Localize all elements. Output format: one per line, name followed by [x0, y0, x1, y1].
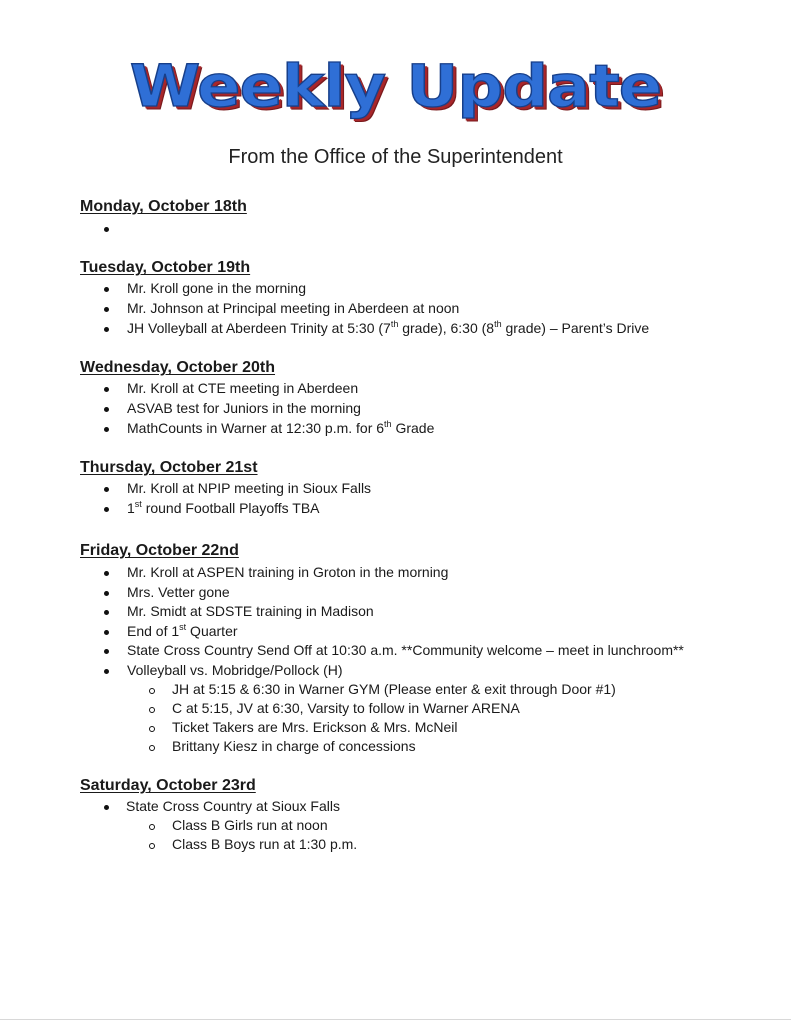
sub-bullet-icon	[149, 726, 155, 732]
list-item: State Cross Country Send Off at 10:30 a.m. **Community welcome – meet in lunchroom**	[127, 642, 684, 658]
bullet-icon	[104, 407, 109, 412]
sub-list-item: JH at 5:15 & 6:30 in Warner GYM (Please enter & exit through Door #1)	[172, 681, 616, 697]
bullet-icon	[104, 487, 109, 492]
sub-bullet-icon	[149, 688, 155, 694]
bullet-icon	[104, 307, 109, 312]
list-item: End of 1st Quarter	[127, 622, 238, 639]
sub-bullet-icon	[149, 843, 155, 849]
bullet-icon	[104, 649, 109, 654]
sub-list-item: Class B Girls run at noon	[172, 817, 328, 833]
sub-list-item: C at 5:15, JV at 6:30, Varsity to follow in Warner ARENA	[172, 700, 520, 716]
sub-list-item: Class B Boys run at 1:30 p.m.	[172, 836, 358, 852]
day-heading-wednesday: Wednesday, October 20th	[80, 359, 276, 376]
list-item: State Cross Country at Sioux Falls	[126, 798, 340, 814]
bullet-icon	[104, 507, 109, 512]
sub-list-item: Brittany Kiesz in charge of concessions	[172, 738, 416, 754]
list-item: Mr. Kroll at NPIP meeting in Sioux Falls	[127, 480, 372, 496]
sub-bullet-icon	[149, 824, 155, 830]
list-item: Mr. Kroll gone in the morning	[127, 280, 306, 296]
day-heading-monday: Monday, October 18th	[80, 198, 247, 215]
bullet-icon	[104, 805, 109, 810]
bullet-icon	[104, 630, 109, 635]
list-item: ASVAB test for Juniors in the morning	[127, 400, 361, 416]
list-item: Mr. Kroll at ASPEN training in Groton in the morning	[127, 564, 449, 580]
bullet-icon	[104, 287, 109, 292]
list-item: Mr. Kroll at CTE meeting in Aberdeen	[127, 380, 359, 396]
day-heading-saturday: Saturday, October 23rd	[80, 777, 256, 794]
bullet-icon	[104, 327, 109, 332]
day-heading-thursday: Thursday, October 21st	[80, 459, 258, 476]
list-item: Mrs. Vetter gone	[127, 584, 230, 600]
bullet-icon	[104, 387, 109, 392]
list-item: Mr. Johnson at Principal meeting in Aberdeen at noon	[127, 300, 460, 316]
sub-bullet-icon	[149, 707, 155, 713]
list-item: 1st round Football Playoffs TBA	[127, 499, 320, 516]
day-heading-tuesday: Tuesday, October 19th	[80, 259, 251, 276]
day-heading-friday: Friday, October 22nd	[80, 542, 239, 559]
weekly-update-title: Weekly Update	[129, 53, 662, 121]
page-edge-divider	[0, 1019, 791, 1020]
list-item: Mr. Smidt at SDSTE training in Madison	[127, 603, 374, 619]
list-item: JH Volleyball at Aberdeen Trinity at 5:30 (7th grade), 6:30 (8th grade) – Parent’s Drive	[127, 319, 650, 336]
page-subtitle: From the Office of the Superintendent	[228, 146, 563, 168]
list-item: MathCounts in Warner at 12:30 p.m. for 6th Grade	[127, 419, 435, 436]
bullet-icon	[104, 427, 109, 432]
list-item: Volleyball vs. Mobridge/Pollock (H)	[127, 662, 343, 678]
bullet-icon	[104, 669, 109, 674]
sub-list-item: Ticket Takers are Mrs. Erickson & Mrs. McNeil	[172, 719, 458, 735]
bullet-icon	[104, 591, 109, 596]
bullet-icon	[104, 227, 109, 232]
sub-bullet-icon	[149, 745, 155, 751]
bullet-icon	[104, 571, 109, 576]
bullet-icon	[104, 610, 109, 615]
